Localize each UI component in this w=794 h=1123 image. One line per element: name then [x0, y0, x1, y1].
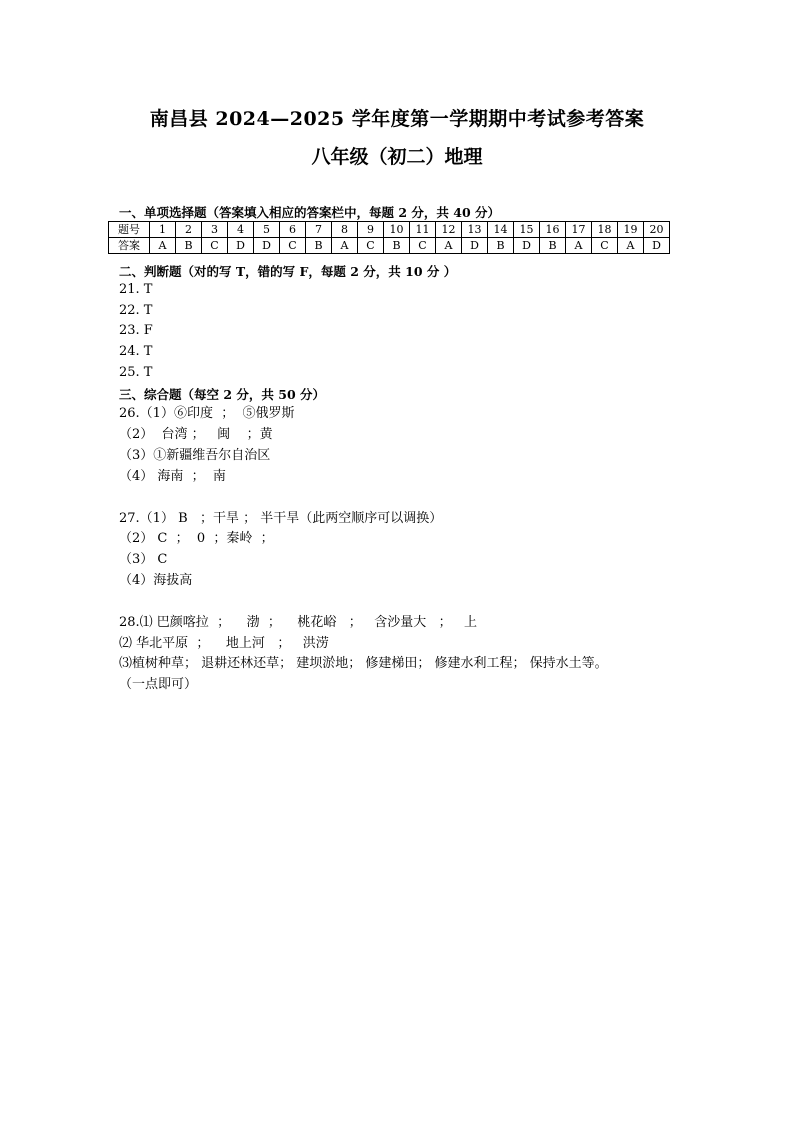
question-number: 7 — [306, 222, 332, 238]
section3-heading: 三、综合题（每空 2 分，共 50 分） — [119, 387, 326, 402]
question-number: 14 — [488, 222, 514, 238]
question-number: 16 — [540, 222, 566, 238]
section1-heading: 一、单项选择题（答案填入相应的答案栏中，每题 2 分，共 40 分） — [119, 205, 501, 220]
q27-line: 27.（1） B ；干旱 ； 半干旱（此两空顺序可以调换） — [119, 511, 443, 526]
question-number: 3 — [202, 222, 228, 238]
row-label-numbers: 题号 — [109, 222, 150, 238]
answer-cell: D — [514, 238, 540, 254]
answer-cell: D — [228, 238, 254, 254]
answer-cell: C — [592, 238, 618, 254]
answer-cell: D — [644, 238, 670, 254]
question-number: 4 — [228, 222, 254, 238]
question-number: 20 — [644, 222, 670, 238]
answer-cell: C — [410, 238, 436, 254]
page-subtitle: 八年级（初二）地理 — [311, 146, 483, 168]
question-number: 19 — [618, 222, 644, 238]
question-number: 9 — [358, 222, 384, 238]
answer-cell: B — [176, 238, 202, 254]
q26-line: 26.（1）⑥印度 ； ⑤俄罗斯 — [119, 406, 295, 421]
answer-cell: B — [488, 238, 514, 254]
question-number: 8 — [332, 222, 358, 238]
answer-cell: B — [306, 238, 332, 254]
q28-line: （一点即可） — [119, 677, 198, 692]
answer-cell: D — [462, 238, 488, 254]
question-number: 11 — [410, 222, 436, 238]
question-number: 13 — [462, 222, 488, 238]
answer-cell: C — [202, 238, 228, 254]
question-number: 17 — [566, 222, 592, 238]
q27-line: （2） C ； 0 ；秦岭 ； — [119, 531, 274, 546]
answer-table — [108, 221, 670, 254]
q26-line: （4） 海南 ； 南 — [119, 469, 226, 484]
answer-cell: D — [254, 238, 280, 254]
q26-line: （2） 台湾 ； 闽 ；黄 — [119, 427, 273, 442]
question-number: 5 — [254, 222, 280, 238]
q28-line: ⑵ 华北平原 ； 地上河 ； 洪涝 — [119, 636, 329, 651]
section2-heading: 二、判断题（对的写 T，错的写 F，每题 2 分，共 10 分 ） — [119, 264, 457, 279]
answer-cell: A — [436, 238, 462, 254]
q28-line: ⑶植树种草； 退耕还林还草； 建坝淤地； 修建梯田； 修建水利工程； 保持水土等。 — [119, 656, 608, 671]
question-number: 12 — [436, 222, 462, 238]
judgment-answer: 22. T — [119, 303, 153, 318]
answer-cell: B — [384, 238, 410, 254]
q27-line: （3） C — [119, 552, 168, 567]
answer-cell: C — [280, 238, 306, 254]
answer-cell: A — [150, 238, 176, 254]
answer-cell: A — [618, 238, 644, 254]
judgment-answer: 25. T — [119, 365, 153, 380]
question-number: 1 — [150, 222, 176, 238]
question-number: 18 — [592, 222, 618, 238]
table-row-numbers — [109, 222, 670, 238]
judgment-answer: 24. T — [119, 344, 153, 359]
question-number: 2 — [176, 222, 202, 238]
q27-line: （4）海拔高 — [119, 573, 193, 588]
question-number: 6 — [280, 222, 306, 238]
judgment-answer: 21. T — [119, 282, 153, 297]
answer-cell: A — [332, 238, 358, 254]
answer-cell: B — [540, 238, 566, 254]
answer-cell: A — [566, 238, 592, 254]
question-number: 15 — [514, 222, 540, 238]
q28-line: 28.⑴ 巴颜喀拉 ； 渤 ； 桃花峪 ； 含沙量大 ； 上 — [119, 615, 477, 630]
q26-line: （3）①新疆维吾尔自治区 — [119, 448, 271, 463]
answer-cell: C — [358, 238, 384, 254]
page-title: 南昌县 2024—2025 学年度第一学期期中考试参考答案 — [149, 108, 645, 130]
judgment-answer: 23. F — [119, 323, 153, 338]
row-label-answers: 答案 — [109, 238, 150, 254]
table-row-answers — [109, 238, 670, 254]
question-number: 10 — [384, 222, 410, 238]
